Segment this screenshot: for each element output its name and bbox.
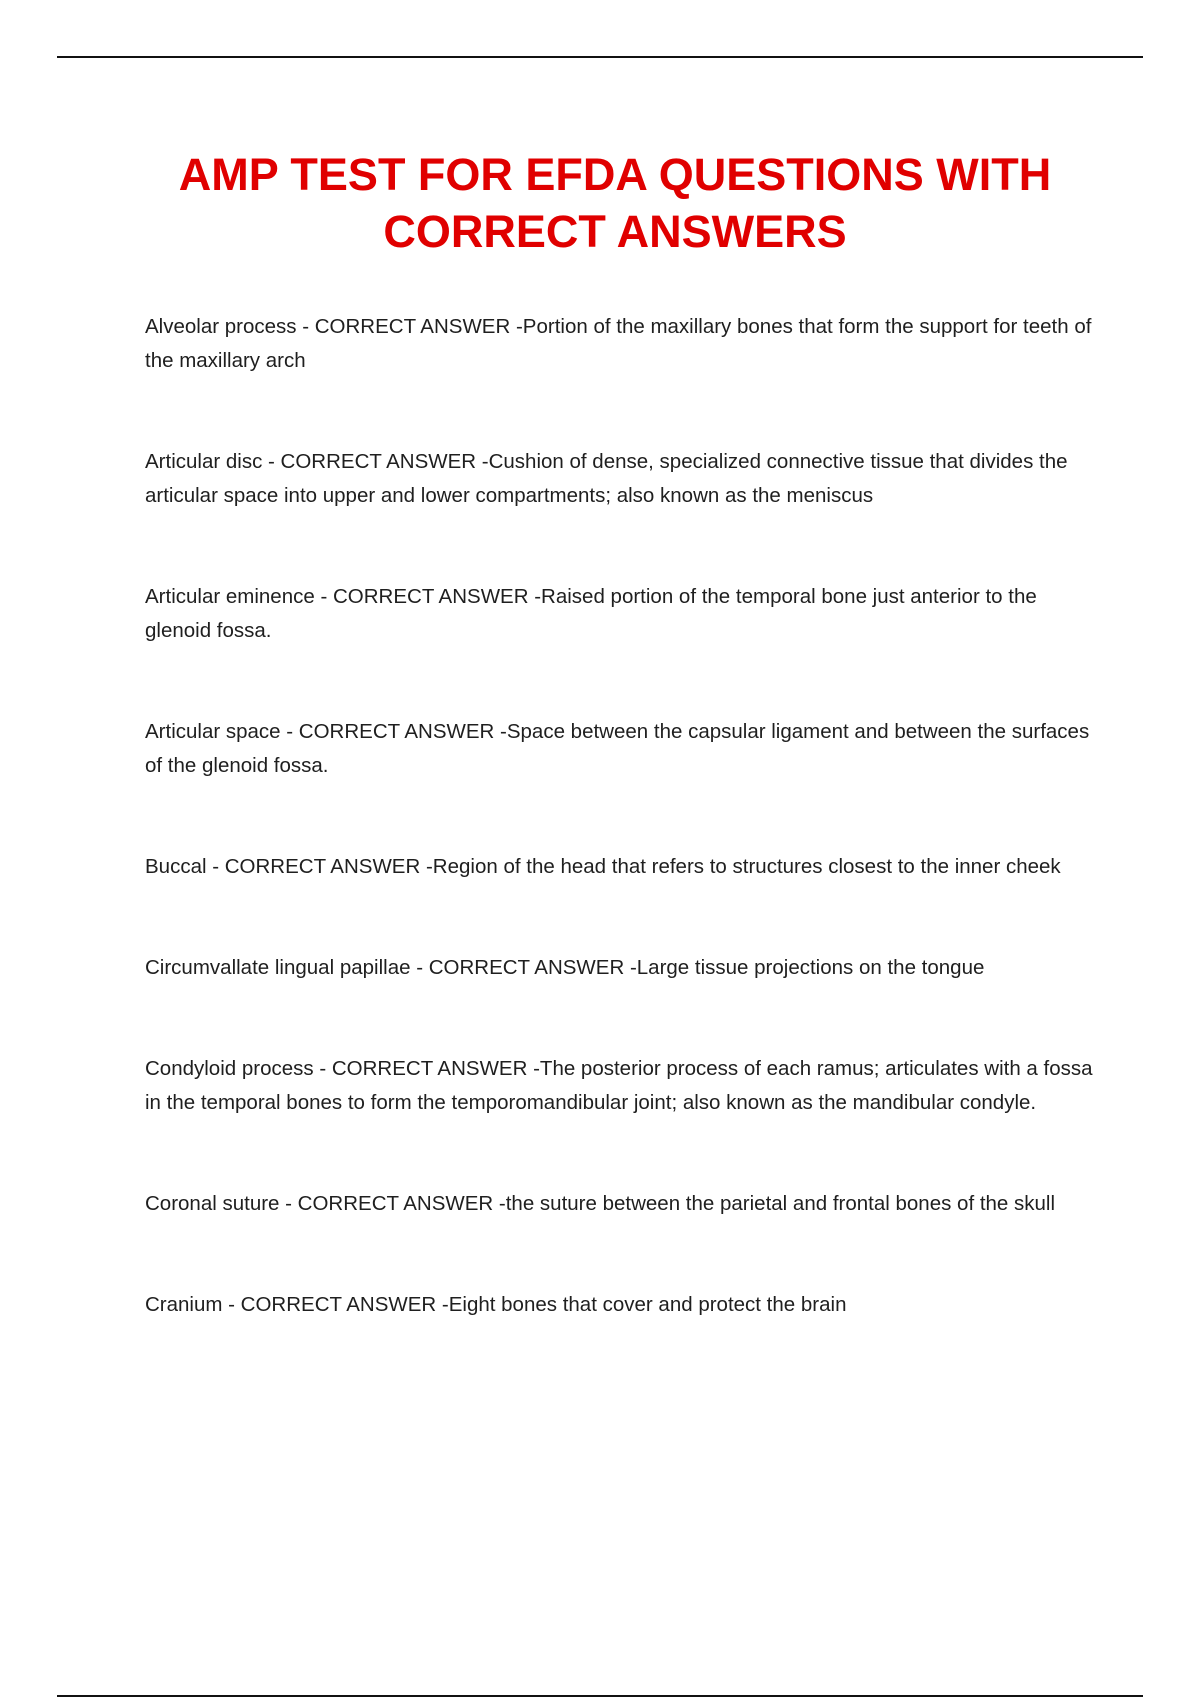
qa-entry: Articular eminence - CORRECT ANSWER -Raised portion of the temporal bone just anterior to the glenoid fossa. — [145, 585, 1037, 642]
qa-entry: Coronal suture - CORRECT ANSWER -the suture between the parietal and frontal bones of the skull — [145, 1192, 1056, 1215]
qa-entry: Articular disc - CORRECT ANSWER -Cushion of dense, specialized connective tissue that divides the articular space into upper and lower compartments; also known as the meniscus — [145, 450, 1068, 507]
qa-entry: Alveolar process - CORRECT ANSWER -Portion of the maxillary bones that form the support for teeth of the maxillary arch — [145, 315, 1092, 372]
document-title: AMP TEST FOR EFDA QUESTIONS WITH CORRECT ANSWERS — [178, 149, 1052, 257]
qa-entry: Circumvallate lingual papillae - CORRECT ANSWER -Large tissue projections on the tongue — [145, 956, 985, 979]
bottom-rule — [57, 1695, 1143, 1697]
qa-entry: Articular space - CORRECT ANSWER -Space between the capsular ligament and between the surfaces of the glenoid fossa. — [145, 720, 1090, 777]
qa-list — [145, 310, 1095, 1322]
top-rule — [57, 56, 1143, 58]
qa-entry: Cranium - CORRECT ANSWER -Eight bones that cover and protect the brain — [145, 1293, 847, 1316]
qa-entry: Buccal - CORRECT ANSWER -Region of the head that refers to structures closest to the inner cheek — [145, 855, 1061, 878]
qa-entry: Condyloid process - CORRECT ANSWER -The posterior process of each ramus; articulates with a fossa in the temporal bones to form the temporomandibular joint; also known as the mandibular condyle. — [145, 1057, 1093, 1114]
